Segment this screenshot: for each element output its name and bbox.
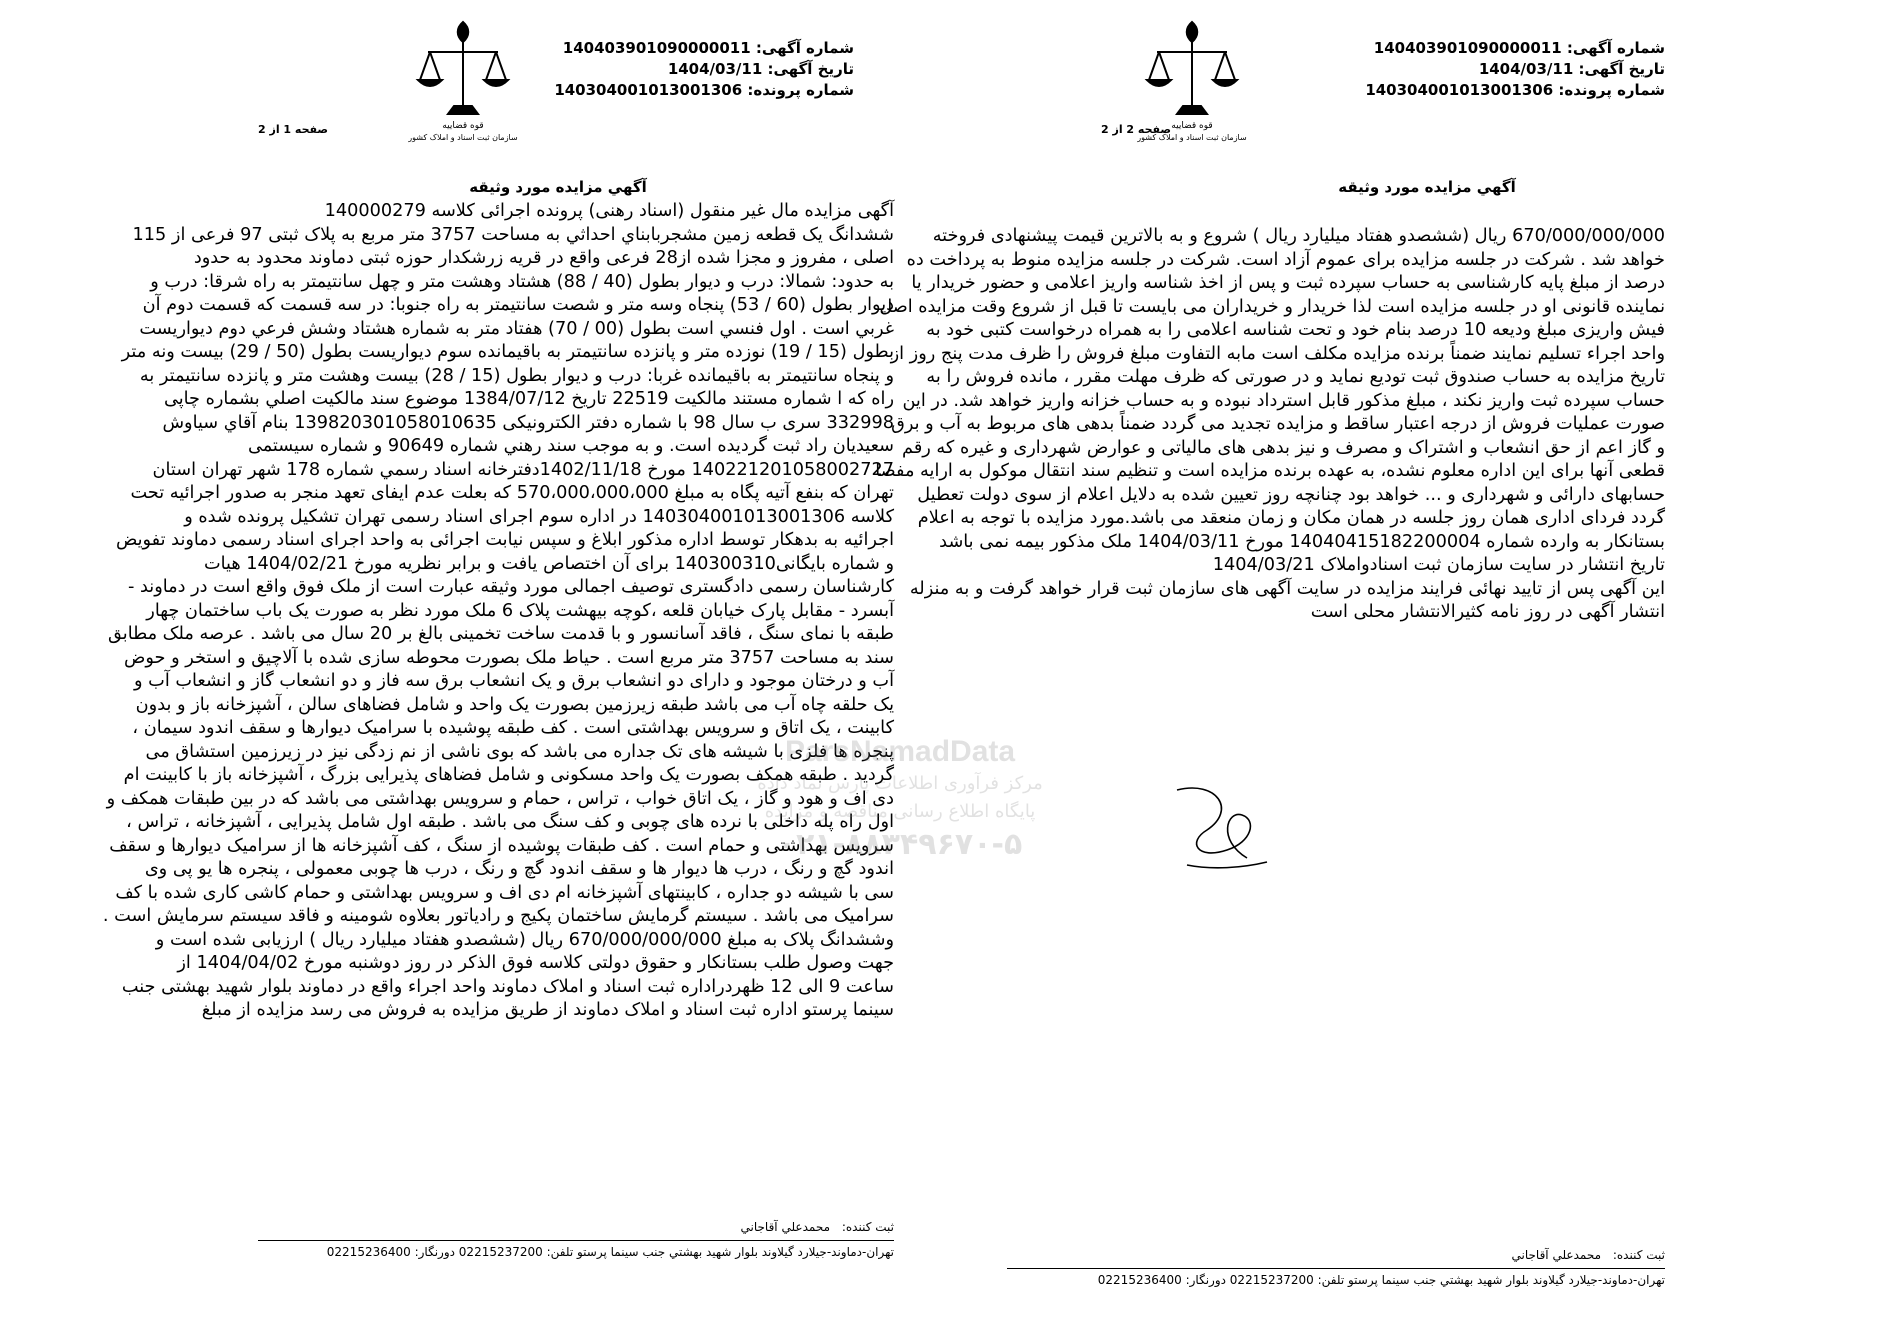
notice-line: تاریخ انتشار در سایت سازمان ثبت اسنادواملاک 1404/03/21 — [1212, 555, 1665, 575]
notice-line: یک حلقه چاه آب می باشد طبقه زیرزمین بصورت یک واحد و شامل فضاهای سالن ، آشپزخانه باز و بدون — [135, 694, 894, 715]
notice-line: پنجره ها فلزی با شیشه های تک جداره می باشد که بوی ناشی از نم زدگی نیز در زیرزمین استشاق می — [145, 741, 894, 762]
notice-line: آگهی مزایده مال غیر منقول (اسناد رهنی) پرونده اجرائی کلاسه 140000279 — [324, 201, 894, 221]
notice-line: جهت وصول طلب بستانکار و حقوق دولتی کلاسه فوق الذکر در روز دوشنبه مورخ 1404/04/02 از — [177, 953, 894, 973]
svg-text:سازمان ثبت اسناد و املاک کشور: سازمان ثبت اسناد و املاک کشور — [1137, 133, 1247, 142]
notice-line: تهران كه بنفع آتیه پگاه به مبلغ 570،000،000،000 كه بعلت عدم ایفای تعهد منجر به صدور اجرائیه تحت — [130, 483, 894, 503]
watermark-line: مرکز فرآوری اطلاعات پارس نماد داده — [757, 773, 1043, 794]
notice-body — [875, 225, 1665, 625]
file-number: شماره پرونده: 140304001013001306 — [1365, 81, 1665, 99]
notice-line: و شماره بایگانی140300310 برای آن اختصاص یافت و برابر نظریه مورخ 1404/02/21 هیات — [203, 553, 894, 574]
notice-page-1 — [102, 0, 894, 1343]
notice-line: انتشار آگهی در روز نامه کثیرالانتشار محلی است — [1310, 602, 1665, 622]
judiciary-emblem-icon — [408, 14, 518, 144]
notice-body — [102, 200, 894, 1023]
notice-line: کارشناسان رسمی دادگستری توصیف اجمالی مورد وثیقه عبارت است از ملک فوق واقع است در دماوند - — [128, 577, 894, 597]
svg-text:سازمان ثبت اسناد و املاک کشور: سازمان ثبت اسناد و املاک کشور — [408, 133, 518, 142]
notice-line: راه كه ا شماره مستند مالكيت 22519 تاريخ 1384/07/12 موضوع سند مالكيت اصلي بشماره چاپی — [163, 389, 894, 409]
office-address: تهران-دماوند-جيلارد گيلاوند بلوار شهيد بهشتي جنب سينما پرستو تلفن: 02215237200 دورنگار: 02215236400 — [326, 1245, 894, 1259]
page-number: صفحه 1 از 2 — [258, 123, 329, 136]
ad-date: تاریخ آگهی: 1404/03/11 — [667, 60, 854, 78]
signature — [1157, 770, 1277, 880]
notice-meta — [554, 38, 854, 101]
notice-line: کابینت ، یک اتاق و سرویس بهداشتی است . کف طبقه پوشیده با سرامیک دیوارها و سقف اندود سیمان ، — [132, 718, 894, 738]
notice-line: اجرائیه به بدهکار توسط اداره مذکور ابلاغ و سپس نیابت اجرائی به واحد اجرای اسناد رسمی دماوند تفویض — [115, 530, 894, 550]
notice-line: نماینده قانونی او در جلسه مزایده است لذا خریدار و خریداران می بایست تا قبل از شروع وقت مزایده اصل — [879, 296, 1665, 317]
page-number: صفحه 2 از 2 — [1101, 123, 1172, 136]
notice-line: و پنجاه سانتيمتر به باقيمانده غربا: درب و ديوار بطول (15 / 28) بيست وهشت متر و پانزده سانتيمتر به — [139, 365, 894, 386]
notice-line: سی با شیشه دو جداره ، کابینتهای آشپزخانه ام دی اف و سرویس بهداشتی و حمام کاشی کاری شده با کف — [115, 882, 894, 903]
notice-line: وششدانگ پلاک به مبلغ 670/000/000/000 ریال (ششصدو هفتاد میلیارد ریال ) ارزیابی شده است و — [155, 929, 894, 950]
notice-line: 670/000/000/000 ریال (ششصدو هفتاد میلیارد ریال ) شروع و به بالاترین قیمت پیشنهادی فروخته — [932, 226, 1665, 246]
footer-divider — [258, 1240, 894, 1241]
notice-line: آب و درختان موجود و دارای دو انشعاب برق و یک انشعاب برق سه فاز و دو انشعاب گاز و انشعاب آب و — [134, 671, 894, 691]
notice-line: سرویس بهداشتی و حمام است . کف طبقات پوشیده از سنگ ، کف آشپزخانه ها از سرامیک دیوارها و سقف — [109, 835, 894, 856]
notice-line: سعيديان راد ثبت گرديده است. و به موجب سند رهني شماره 90649 و شماره سيستمی — [247, 436, 894, 456]
notice-line: خواهد شد . شرکت در جلسه مزایده برای عموم آزاد است. شرکت در جلسه مزایده منوط به پرداخت ده — [906, 249, 1665, 270]
watermark-brand: ParsNamadData — [784, 735, 1016, 768]
registrar-label: ثبت کننده: — [841, 1220, 894, 1234]
notice-footer — [258, 1220, 894, 1261]
notice-line: 140221201058002727 مورخ 1402/11/18دفترخانه اسناد رسمي شماره 178 شهر تهران استان — [152, 459, 894, 480]
notice-line: سرامیک می باشد . سیستم گرمایش ساختمان پکیج و رادیاتور بعلاوه شومینه و فاقد سیستم سرمایش است . — [102, 906, 894, 926]
notice-line: این آگهی پس از تایید نهائی فرایند مزایده در سایت آگهی های سازمان ثبت قرار خواهد گرفت و به منزله — [909, 578, 1665, 599]
registrar-label: ثبت کننده: — [1612, 1248, 1665, 1262]
ad-number: شماره آگهی: 140403901090000011 — [1373, 39, 1665, 57]
watermark-line: پایگاه اطلاع رسانی مناقصه و مزایده — [764, 801, 1036, 822]
svg-text:قوه قضاییه: قوه قضاییه — [1171, 121, 1213, 131]
notice-line: 332998 سری ب سال 98 با شماره دفتر الكترونیكی 139820301058010635 بنام آقاي سياوش — [162, 412, 894, 433]
notice-line: طبقه با نمای سنگ ، فاقد آسانسور و با قدمت ساخت تخمینی بالغ بر 20 سال می باشد . عرصه ملک مطابق — [108, 624, 894, 644]
notice-line: بطول (15 / 19) نوزده متر و پانزده سانتيمتر به باقيمانده سوم ديواريست بطول (50 / 29) بيست ونه متر — [121, 342, 894, 362]
notice-line: به حدود: شمالا: درب و ديوار بطول (40 / 88) هشتاد وهشت متر و چهل سانتيمتر به راه شرقا: درب و — [150, 271, 894, 292]
footer-divider — [1007, 1268, 1665, 1269]
registrar-name: محمدعلي آقاجاني — [1511, 1248, 1602, 1262]
notice-line: ساعت 9 الی 12 ظهردراداره ثبت اسناد و املاک دماوند واحد اجراء واقع در دماوند بلوار شهید بهشتی جنب — [121, 976, 894, 997]
notice-footer — [1007, 1248, 1665, 1289]
ad-date: تاریخ آگهی: 1404/03/11 — [1478, 60, 1665, 78]
notice-title: آگهي مزايده مورد وثيقه — [1338, 178, 1516, 196]
office-address: تهران-دماوند-جيلارد گيلاوند بلوار شهيد بهشتي جنب سينما پرستو تلفن: 02215237200 دورنگار: 02215236400 — [1097, 1273, 1665, 1287]
notice-line: سینما پرستو اداره ثبت اسناد و املاک دماوند از طریق مزایده به فروش می رسد مزایده از مبلغ — [201, 1000, 894, 1020]
svg-text:قوه قضاییه: قوه قضاییه — [442, 121, 484, 131]
registrar-name: محمدعلي آقاجاني — [740, 1220, 831, 1234]
notice-line: گردد فردای اداری همان روز جلسه در همان مکان و زمان منعقد می باشد.مورد مزایده با توجه به اعلام — [917, 508, 1665, 528]
notice-line: ديوار بطول (60 / 53) پنجاه وسه متر و شصت سانتيمتر به راه جنوبا: در سه قسمت که قسمت دوم آن — [142, 295, 894, 315]
notice-line: صورت عملیات فروش از درجه اعتبار ساقط و مزایده تجدید می گردد ضمناً بدهی های مربوط به آب و برق — [891, 414, 1665, 434]
notice-line: حساب سپرده ثبت واریز نکند ، مبلغ مذکور قابل استرداد نبوده و به حساب خزانه واریز خواهد شد. در این — [902, 390, 1665, 411]
notice-line: تاریخ مزایده به حساب صندوق ثبت تودیع نماید و در صورتی که ظرف مهلت مقرر ، مانده فروش را به — [926, 367, 1665, 387]
notice-line: درصد از مبلغ پایه کارشناسی به حساب سپرده ثبت و پس از اخذ شناسه واریز اعلامی و حضور خریدار یا — [911, 273, 1665, 293]
notice-line: بستانکار به وارده شماره 14040415182200004 مورخ 1404/03/11 ملک مذکور بیمه نمی باشد — [939, 531, 1665, 552]
notice-line: اصلی ، مفروز و مجزا شده از28 فرعی واقع در قریه زرشکدار حوزه ثبتی دماوند محدود به حدود — [193, 248, 894, 268]
notice-line: فیش واریزی مبلغ ودیعه 10 درصد بنام خود و تحت شناسه اعلامی را به همراه درخواست کتبی خود به — [926, 320, 1665, 340]
notice-line: سند به مساحت 3757 متر مربع است . حیاط ملک بصورت محوطه سازی شده با آلاچیق و استخر و حوض — [124, 647, 894, 668]
notice-line: اندود گچ و رنگ ، درب ها دیوار ها و سقف اندود گچ و رنگ ، درب ها چوبی معمولی ، پنجره ها یو پی وی — [144, 859, 894, 879]
notice-line: گردید . طبقه همکف بصورت یک واحد مسکونی و شامل فضاهای پذیرایی بزرگ ، آشپزخانه باز با کابینت ام — [123, 765, 894, 785]
notice-line: حسابهای دارائی و شهرداری و ... خواهد بود چنانچه روز تعیین شده به دلایل اعلام از سوی دولت تعطیل — [917, 484, 1665, 505]
watermark-phone: ۰۲۱-۸۸۳۴۹۶۷۰-۵ — [777, 827, 1023, 862]
file-number: شماره پرونده: 140304001013001306 — [554, 81, 854, 99]
notice-line: كلاسه 140304001013001306 در اداره سوم اجرای اسناد رسمی تهران تشکیل پرونده شده و — [184, 506, 894, 527]
registrar — [258, 1220, 894, 1238]
notice-meta — [1365, 38, 1665, 101]
notice-line: ششدانگ یک قطعه زمین مشجربابناي احداثي به مساحت 3757 متر مربع به پلاک ثبتی 97 فرعی از 115 — [132, 224, 894, 245]
notice-line: و گاز اعم از حق انشعاب و اشتراک و مصرف و نیز بدهی های مالیاتی و عوارض شهرداری و غیره که رقم — [902, 437, 1665, 458]
notice-line: واحد اجراء تسلیم نمایند ضمناً برنده مزایده مکلف است مابه التفاوت مبلغ فروش را ظرف مدت پنج روز از — [890, 343, 1665, 364]
notice-line: اول راه پله داخلی با نرده های چوبی و کف سنگ می باشد . طبقه اول شامل پذیرایی ، آشپزخانه ، تراس ، — [126, 812, 894, 832]
notice-line: دی اف و هود و گاز ، یک اتاق خواب ، تراس ، حمام و سرویس بهداشتی می باشد که در بین طبقات همکف و — [106, 788, 894, 809]
ad-number: شماره آگهی: 140403901090000011 — [562, 39, 854, 57]
notice-line: قطعی آنها برای این اداره معلوم نشده، به عهده برنده مزایده است و تنظیم سند انتقال موکول به ارایه مفصا — [875, 461, 1665, 481]
registrar — [1007, 1248, 1665, 1266]
notice-title: آگهي مزايده مورد وثيقه — [469, 178, 647, 196]
notice-line: آبسرد - مقابل پارک خیابان قلعه ،کوچه بیهشت پلاک 6 ملک مورد نظر به صورت یک باب ساختمان چهار — [146, 600, 894, 621]
notice-line: غربي است . اول فنسي است بطول (00 / 70) هفتاد متر به شماره هشتاد وشش فرعي دوم ديواريست — [139, 318, 894, 339]
